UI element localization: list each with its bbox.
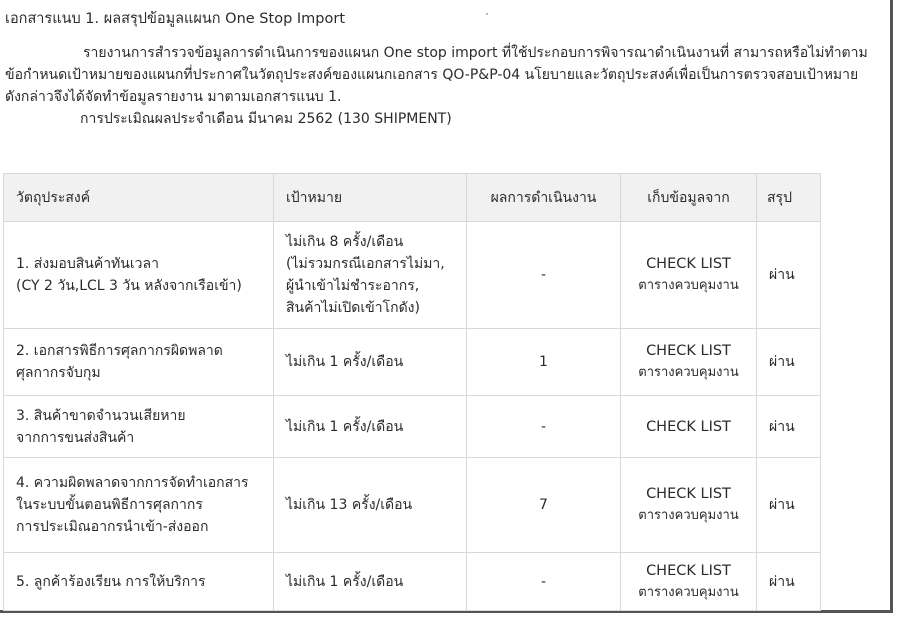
header-data-source: เก็บข้อมูลจาก [621,174,757,222]
target-cell [274,222,467,329]
source-cell [621,396,757,458]
table-header-row [4,174,821,222]
cell-text: ไม่เกิน 1 ครั้ง/เดือน [286,354,404,370]
summary-cell: ผ่าน [757,553,821,611]
summary-cell: ผ่าน [757,329,821,396]
objective-cell [4,396,274,458]
objectives-table [3,173,821,611]
result-cell: - [467,396,621,458]
cell-text: (ไม่รวมกรณีเอกสารไม่มา, [286,256,445,272]
objective-cell [4,222,274,329]
cell-text: ตารางควบคุมงาน [638,278,739,293]
result-cell: - [467,553,621,611]
cell-text: 1. ส่งมอบสินค้าทันเวลา [16,256,159,272]
result-cell: - [467,222,621,329]
objective-cell [4,553,274,611]
summary-cell: ผ่าน [757,396,821,458]
intro-line: รายงานการสำรวจข้อมูลการดำเนินการของแผนก One stop import ที่ใช้ประกอบการพิจารณาดำเนินงานที่ สามารถหรือไม่ทำตาม [83,45,868,61]
cell-text: ในระบบขั้นตอนพิธีการศุลกากร [16,497,203,513]
intro-line: ข้อกำหนดเป้าหมายของแผนกที่ประกาศในวัตถุประสงค์ของแผนกเอกสาร QO-P&P-04 นโยบายและวัตถุประสงค์เพื่อเป็นการตรวจสอบเป้าหมาย [5,67,859,83]
intro-paragraph [5,42,890,130]
cell-text: ไม่เกิน 1 ครั้ง/เดือน [286,573,404,590]
objective-cell [4,458,274,553]
cell-text: จากการขนส่งสินค้า [16,429,135,446]
scan-speck [486,13,488,15]
cell-text: 4. ความผิดพลาดจากการจัดทำเอกสาร [16,475,249,491]
table-row [4,329,821,396]
cell-text: ไม่เกิน 1 ครั้ง/เดือน [286,418,404,435]
cell-text: ผู้นำเข้าไม่ชำระอากร, [286,278,420,294]
cell-text: การประเมิณอากรนำเข้า-ส่งออก [16,519,209,535]
cell-text: 5. ลูกค้าร้องเรียน การให้บริการ [16,573,206,590]
cell-text: ตารางควบคุมงาน [638,584,739,600]
result-cell: 1 [467,329,621,396]
source-cell [621,222,757,329]
cell-text: ศุลกากรจับกุม [16,365,101,381]
cell-text: CHECK LIST [646,562,731,579]
intro-line: ดังกล่าวจึงได้จัดทำข้อมูลรายงาน มาตามเอกสารแนบ 1. [5,89,342,105]
header-summary: สรุป [757,174,821,222]
table-row [4,553,821,611]
source-cell [621,329,757,396]
cell-text: CHECK LIST [646,343,731,359]
cell-text: ตารางควบคุมงาน [638,508,739,523]
cell-text: CHECK LIST [646,486,731,502]
header-target: เป้าหมาย [274,174,467,222]
result-cell: 7 [467,458,621,553]
target-cell [274,396,467,458]
target-cell [274,458,467,553]
cell-text: CHECK LIST [646,418,731,435]
source-cell [621,553,757,611]
assessment-period: การประเมิณผลประจำเดือน มีนาคม 2562 (130 SHIPMENT) [80,111,452,127]
cell-text: 2. เอกสารพิธีการศุลกากรผิดพลาด [16,343,223,359]
header-result: ผลการดำเนินงาน [467,174,621,222]
document-title: เอกสารแนบ 1. ผลสรุปข้อมูลแผนก One Stop Import [5,11,345,27]
target-cell [274,553,467,611]
summary-cell: ผ่าน [757,222,821,329]
cell-text: ไม่เกิน 13 ครั้ง/เดือน [286,497,413,513]
source-cell [621,458,757,553]
table-row [4,222,821,329]
cell-text: CHECK LIST [646,256,731,272]
target-cell [274,329,467,396]
summary-cell: ผ่าน [757,458,821,553]
table-row [4,396,821,458]
header-objective: วัตถุประสงค์ [4,174,274,222]
cell-text: สินค้าไม่เปิดเข้าโกดัง) [286,300,420,316]
cell-text: ไม่เกิน 8 ครั้ง/เดือน [286,234,404,250]
cell-text: (CY 2 วัน,LCL 3 วัน หลังจากเรือเข้า) [16,278,242,294]
table-row [4,458,821,553]
objective-cell [4,329,274,396]
cell-text: 3. สินค้าขาดจำนวนเสียหาย [16,407,186,424]
cell-text: ตารางควบคุมงาน [638,365,739,380]
